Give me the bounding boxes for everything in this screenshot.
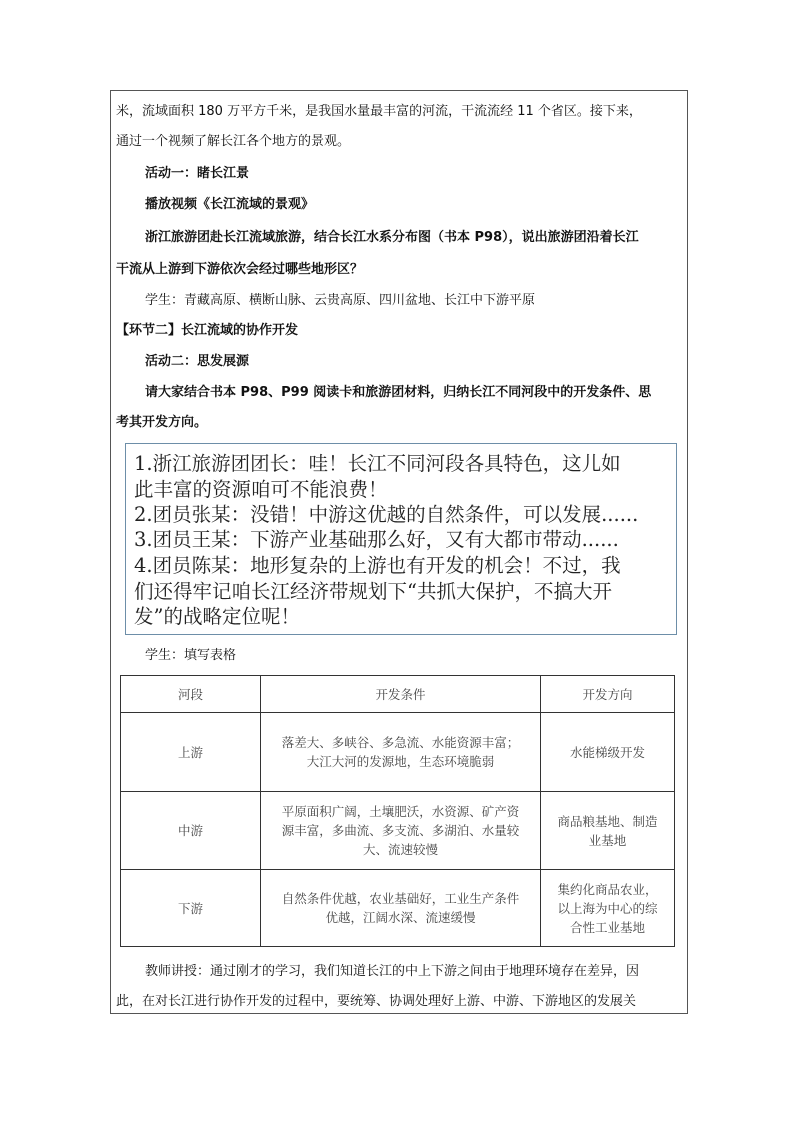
intro-line-2: 通过一个视频了解长江各个地方的景观。 <box>116 134 351 149</box>
condition-line: 优越，江阔水深、流速缓慢 <box>325 910 476 925</box>
dialogue-line: 们还得牢记咱长江经济带规划下“共抓大保护，不搞大开 <box>134 580 612 603</box>
question-line-1: 浙江旅游团赴长江流域旅游，结合长江水系分布图（书本 P98），说出旅游团沿着长江 <box>145 230 639 245</box>
row-section: 中游 <box>121 792 261 870</box>
header-conditions: 开发条件 <box>261 676 541 713</box>
row-direction <box>541 792 675 870</box>
section-two-heading: 【环节二】长江流域的协作开发 <box>116 323 299 338</box>
activity-two-heading: 活动二：思发展源 <box>145 354 250 369</box>
direction-line: 商品粮基地、制造 <box>557 813 658 829</box>
direction-line: 合性工业基地 <box>569 919 645 935</box>
question-line-2: 干流从上游到下游依次会经过哪些地形区？ <box>116 262 364 277</box>
dialogue-line: 发”的战略定位呢！ <box>134 605 300 628</box>
table-header-row <box>121 676 675 713</box>
condition-line: 平原面积广阔，土壤肥沃，水资源、矿产资 <box>281 804 520 819</box>
row-conditions <box>261 713 541 792</box>
condition-line: 大江大河的发源地，生态环境脆弱 <box>306 754 495 769</box>
condition-line: 源丰富，多曲流、多支流、多湖泊、水量较 <box>281 823 520 838</box>
row-section: 下游 <box>121 870 261 947</box>
activity-one-heading: 活动一：睹长江景 <box>145 166 250 181</box>
teacher-line-1: 教师讲授：通过刚才的学习，我们知道长江的中上下游之间由于地理环境存在差异，因 <box>145 964 640 979</box>
row-conditions <box>261 792 541 870</box>
intro-line-1: 米，流域面积 180 万平方千米，是我国水量最丰富的河流，干流流经 11 个省区。接下来， <box>116 104 642 119</box>
row-direction <box>541 870 675 947</box>
teacher-line-2: 此，在对长江进行协作开发的过程中，要统筹、协调处理好上游、中游、下游地区的发展关 <box>116 994 637 1009</box>
student-answer: 学生：青藏高原、横断山脉、云贵高原、四川盆地、长江中下游平原 <box>145 293 536 308</box>
dialogue-line: 2.团员张某：没错！中游这优越的自然条件，可以发展...... <box>134 503 639 526</box>
table-row <box>121 870 675 947</box>
header-section: 河段 <box>121 676 261 713</box>
dialogue-line: 3.团员王某：下游产业基础那么好，又有大都市带动...... <box>134 528 619 551</box>
row-direction <box>541 713 675 792</box>
direction-line: 水能梯级开发 <box>569 744 645 760</box>
task-line-2: 考其开发方向。 <box>116 415 208 430</box>
task-line-1: 请大家结合书本 P98、P99 阅读卡和旅游团材料，归纳长江不同河段中的开发条件、思 <box>145 385 652 400</box>
direction-line: 业基地 <box>588 832 627 848</box>
dialogue-line: 此丰富的资源咱可不能浪费！ <box>134 478 388 501</box>
fill-table-instruction: 学生：填写表格 <box>145 648 237 663</box>
direction-line: 集约化商品农业， <box>557 881 658 897</box>
dialogue-line: 1.浙江旅游团团长：哇！长江不同河段各具特色，这儿如 <box>134 452 621 475</box>
row-conditions <box>261 870 541 947</box>
table-row <box>121 792 675 870</box>
table-row <box>121 713 675 792</box>
condition-line: 落差大、多峡谷、多急流、水能资源丰富； <box>281 735 520 750</box>
video-title: 播放视频《长江流域的景观》 <box>145 197 315 212</box>
development-table <box>120 675 675 947</box>
header-direction: 开发方向 <box>541 676 675 713</box>
condition-line: 大、流速较慢 <box>362 842 438 857</box>
row-section: 上游 <box>121 713 261 792</box>
condition-line: 自然条件优越，农业基础好，工业生产条件 <box>281 891 520 906</box>
dialogue-line: 4.团员陈某：地形复杂的上游也有开发的机会！不过，我 <box>134 554 621 577</box>
direction-line: 以上海为中心的综 <box>557 900 658 916</box>
